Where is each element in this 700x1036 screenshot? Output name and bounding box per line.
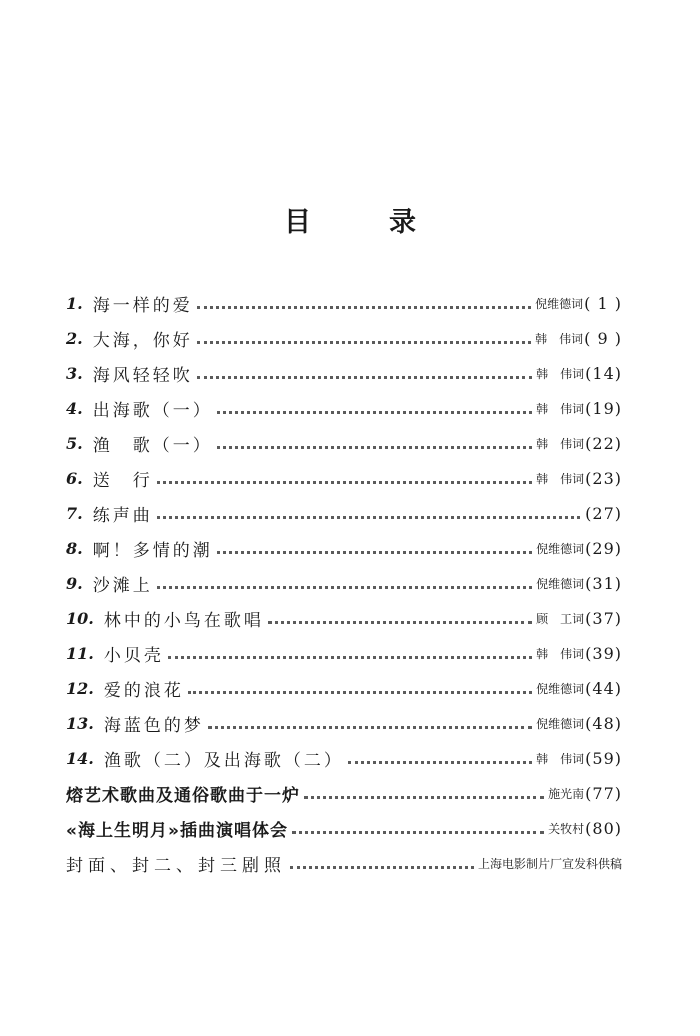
entry-number: 8. — [66, 539, 83, 558]
page-title — [0, 200, 700, 239]
entry-author: 倪维德词 — [535, 297, 584, 311]
dot-leader — [290, 865, 474, 869]
page-title-char-2: 录 — [389, 207, 416, 238]
dot-leader — [268, 620, 532, 624]
entry-page: (48) — [585, 714, 622, 733]
entry-title: 爱的浪花 — [103, 681, 184, 701]
photos-title: 封面、封二、封三剧照 — [66, 856, 286, 876]
entry-author: 倪维德词 — [536, 717, 585, 731]
entry-page: ( 9 ) — [584, 329, 622, 348]
entry-title: 渔歌（二）及出海歌（二） — [103, 751, 344, 771]
entry-number: 14. — [66, 749, 94, 768]
toc-entry[interactable] — [66, 601, 622, 636]
entry-title: 练声曲 — [92, 506, 153, 526]
entry-page: (37) — [585, 609, 622, 628]
dot-leader — [197, 375, 532, 379]
dot-leader — [217, 550, 532, 554]
dot-leader — [197, 340, 531, 344]
article-author: 施光南 — [548, 787, 585, 801]
entry-number: 13. — [66, 714, 94, 733]
article-title: «海上生明月»插曲演唱体会 — [66, 821, 288, 841]
entry-title: 林中的小鸟在歌唱 — [103, 611, 264, 631]
dot-leader — [188, 690, 532, 694]
toc-entry[interactable] — [66, 286, 622, 321]
article-author: 关牧村 — [548, 822, 585, 836]
toc-entry[interactable] — [66, 706, 622, 741]
toc-article-entry[interactable] — [66, 811, 622, 846]
entry-title: 啊！多情的潮 — [92, 541, 213, 561]
entry-title: 大海，你好 — [92, 331, 193, 351]
entry-author: 韩 伟词 — [535, 332, 584, 346]
article-page: (80) — [585, 819, 622, 838]
entry-author: 韩 伟词 — [536, 472, 585, 486]
toc-entry[interactable] — [66, 426, 622, 461]
entry-title: 渔 歌（一） — [92, 436, 213, 456]
toc-photos-entry[interactable] — [66, 846, 622, 881]
entry-number: 7. — [66, 504, 83, 523]
toc-entry[interactable] — [66, 496, 622, 531]
dot-leader — [157, 515, 580, 519]
toc-entry[interactable] — [66, 531, 622, 566]
entry-page: (22) — [585, 434, 622, 453]
entry-page: (23) — [585, 469, 622, 488]
entry-page: (27) — [585, 504, 622, 523]
entry-number: 4. — [66, 399, 83, 418]
dot-leader — [217, 410, 532, 414]
entry-author: 顾 工词 — [536, 612, 585, 626]
table-of-contents — [66, 286, 622, 881]
entry-author: 倪维德词 — [536, 682, 585, 696]
toc-entry[interactable] — [66, 671, 622, 706]
toc-entry[interactable] — [66, 636, 622, 671]
entry-author: 韩 伟词 — [536, 752, 585, 766]
dot-leader — [157, 585, 532, 589]
entry-number: 3. — [66, 364, 83, 383]
entry-number: 6. — [66, 469, 83, 488]
toc-entry[interactable] — [66, 356, 622, 391]
entry-title: 送 行 — [92, 471, 153, 491]
dot-leader — [208, 725, 532, 729]
entry-author: 韩 伟词 — [536, 647, 585, 661]
entry-page: (19) — [585, 399, 622, 418]
entry-author: 韩 伟词 — [536, 367, 585, 381]
entry-page: (59) — [585, 749, 622, 768]
photos-source: 上海电影制片厂宣发科供稿 — [477, 857, 622, 871]
entry-page: (14) — [585, 364, 622, 383]
entry-page: (29) — [585, 539, 622, 558]
entry-number: 11. — [66, 644, 94, 663]
entry-title: 海蓝色的梦 — [103, 716, 204, 736]
dot-leader — [157, 480, 532, 484]
toc-entry[interactable] — [66, 741, 622, 776]
entry-author: 韩 伟词 — [536, 402, 585, 416]
entry-author: 倪维德词 — [536, 577, 585, 591]
entry-page: (31) — [585, 574, 622, 593]
entry-page: (39) — [585, 644, 622, 663]
article-title: 熔艺术歌曲及通俗歌曲于一炉 — [66, 786, 300, 806]
toc-entry[interactable] — [66, 391, 622, 426]
entry-number: 1. — [66, 294, 83, 313]
toc-article-entry[interactable] — [66, 776, 622, 811]
toc-entry[interactable] — [66, 321, 622, 356]
entry-author: 韩 伟词 — [536, 437, 585, 451]
toc-entry[interactable] — [66, 461, 622, 496]
entry-number: 5. — [66, 434, 83, 453]
entry-title: 海风轻轻吹 — [92, 366, 193, 386]
entry-number: 12. — [66, 679, 94, 698]
entry-title: 海一样的爱 — [92, 296, 193, 316]
dot-leader — [292, 830, 544, 834]
entry-number: 9. — [66, 574, 83, 593]
entry-number: 2. — [66, 329, 83, 348]
article-page: (77) — [585, 784, 622, 803]
entry-author: 倪维德词 — [536, 542, 585, 556]
entry-page: (44) — [585, 679, 622, 698]
dot-leader — [348, 760, 532, 764]
entry-page: ( 1 ) — [584, 294, 622, 313]
dot-leader — [304, 795, 544, 799]
entry-title: 出海歌（一） — [92, 401, 213, 421]
dot-leader — [168, 655, 532, 659]
dot-leader — [217, 445, 532, 449]
page-title-char-1: 目 — [284, 207, 311, 238]
dot-leader — [197, 305, 531, 309]
entry-title: 小贝壳 — [103, 646, 164, 666]
entry-title: 沙滩上 — [92, 576, 153, 596]
toc-entry[interactable] — [66, 566, 622, 601]
entry-number: 10. — [66, 609, 94, 628]
